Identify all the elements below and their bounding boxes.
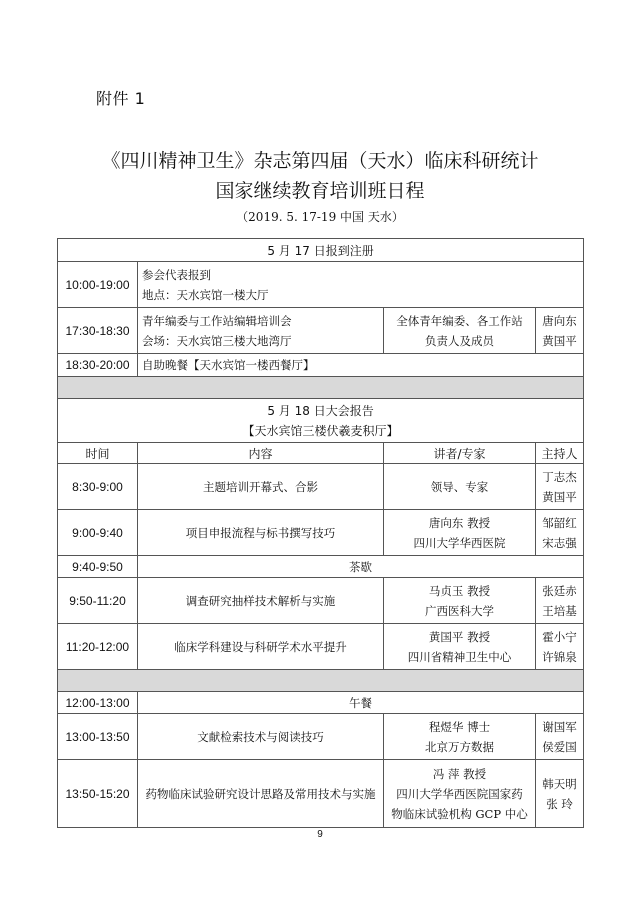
speaker-cell	[384, 510, 536, 556]
time-cell: 9:00-9:40	[58, 510, 138, 556]
page-number: 9	[317, 829, 323, 840]
time-cell: 18:30-20:00	[58, 354, 138, 377]
speaker-line: 黄国平 教授	[428, 629, 491, 644]
break-label: 茶歇	[138, 556, 584, 578]
content-cell: 文献检索技术与阅读技巧	[138, 714, 384, 760]
day2-header-row	[58, 399, 584, 443]
content-line: 青年编委与工作站编辑培训会	[142, 313, 292, 328]
speaker-cell	[384, 760, 536, 828]
host-line: 黄国平	[542, 333, 577, 348]
schedule-table	[57, 238, 584, 828]
content-line: 会场：天水宾馆三楼大地湾厅	[142, 333, 292, 348]
speaker-cell	[384, 464, 536, 510]
time-cell: 10:00-19:00	[58, 262, 138, 308]
host-line: 张廷赤	[542, 583, 577, 598]
table-row	[58, 624, 584, 670]
speaker-line: 四川大学华西医院国家药	[396, 786, 523, 801]
speaker-cell	[384, 714, 536, 760]
content-cell	[138, 308, 384, 354]
host-line: 唐向东	[542, 313, 577, 328]
col-header-speaker: 讲者/专家	[384, 443, 536, 464]
spacer-cell	[58, 670, 584, 692]
speaker-line: 唐向东 教授	[428, 515, 491, 530]
time-cell: 17:30-18:30	[58, 308, 138, 354]
table-row	[58, 760, 584, 828]
host-line: 邹韶红	[542, 515, 577, 530]
content-cell	[138, 262, 584, 308]
document-title-line1: 《四川精神卫生》杂志第四届（天水）临床科研统计	[101, 150, 539, 172]
speaker-cell	[384, 308, 536, 354]
host-line: 侯爱国	[542, 739, 577, 754]
document-subtitle: （2019. 5. 17-19 中国 天水）	[236, 210, 404, 224]
document-title-line2: 国家继续教育培训班日程	[215, 180, 425, 202]
column-header-row	[58, 443, 584, 464]
time-cell: 9:50-11:20	[58, 578, 138, 624]
time-cell: 12:00-13:00	[58, 692, 138, 714]
host-line: 丁志杰	[542, 469, 577, 484]
lunch-label: 午餐	[138, 692, 584, 714]
host-line: 韩天明	[542, 776, 577, 791]
spacer-row	[58, 377, 584, 399]
day2-venue: 【天水宾馆三楼伏羲麦积厅】	[242, 423, 399, 438]
col-header-host: 主持人	[536, 443, 584, 464]
host-cell	[536, 308, 584, 354]
time-cell: 13:50-15:20	[58, 760, 138, 828]
host-line: 霍小宁	[542, 629, 577, 644]
lunch-row	[58, 692, 584, 714]
content-cell: 临床学科建设与科研学术水平提升	[138, 624, 384, 670]
host-line: 黄国平	[542, 489, 577, 504]
spacer-row	[58, 670, 584, 692]
table-row	[58, 464, 584, 510]
content-cell: 药物临床试验研究设计思路及常用技术与实施	[138, 760, 384, 828]
content-cell: 自助晚餐【天水宾馆一楼西餐厅】	[138, 354, 584, 377]
host-cell	[536, 624, 584, 670]
content-line: 地点：天水宾馆一楼大厅	[142, 287, 269, 302]
day2-header-cell	[58, 399, 584, 443]
speaker-line: 四川大学华西医院	[413, 535, 506, 550]
host-cell	[536, 464, 584, 510]
time-cell: 9:40-9:50	[58, 556, 138, 578]
speaker-line: 四川省精神卫生中心	[407, 649, 512, 664]
speaker-line: 负责人及成员	[425, 333, 494, 348]
spacer-cell	[58, 377, 584, 399]
host-line: 宋志强	[542, 535, 577, 550]
speaker-line: 广西医科大学	[425, 603, 494, 618]
time-cell: 13:00-13:50	[58, 714, 138, 760]
content-line: 参会代表报到	[142, 267, 211, 282]
day1-header-row	[58, 239, 584, 262]
speaker-cell	[384, 624, 536, 670]
break-row	[58, 556, 584, 578]
time-cell: 11:20-12:00	[58, 624, 138, 670]
speaker-line: 领导、专家	[430, 479, 489, 494]
content-cell: 主题培训开幕式、合影	[138, 464, 384, 510]
day1-header: 5 月 17 日报到注册	[58, 239, 584, 262]
table-row	[58, 262, 584, 308]
content-cell: 项目申报流程与标书撰写技巧	[138, 510, 384, 556]
speaker-cell	[384, 578, 536, 624]
host-cell	[536, 510, 584, 556]
col-header-content: 内容	[138, 443, 384, 464]
speaker-line: 冯 萍 教授	[432, 766, 487, 781]
speaker-line: 程煜华 博士	[428, 719, 491, 734]
time-cell: 8:30-9:00	[58, 464, 138, 510]
host-cell	[536, 578, 584, 624]
host-cell	[536, 760, 584, 828]
host-line: 张 玲	[546, 796, 573, 811]
host-line: 许锦泉	[542, 649, 577, 664]
col-header-time: 时间	[58, 443, 138, 464]
speaker-line: 马贞玉 教授	[428, 583, 491, 598]
host-line: 王培基	[542, 603, 577, 618]
content-cell: 调查研究抽样技术解析与实施	[138, 578, 384, 624]
host-cell	[536, 714, 584, 760]
day2-header: 5 月 18 日大会报告	[267, 403, 374, 418]
table-row	[58, 714, 584, 760]
table-row	[58, 354, 584, 377]
table-row	[58, 510, 584, 556]
host-line: 谢国军	[542, 719, 577, 734]
table-row	[58, 578, 584, 624]
table-row	[58, 308, 584, 354]
attachment-label: 附件 1	[96, 89, 146, 108]
speaker-line: 北京万方数据	[425, 739, 494, 754]
speaker-line: 全体青年编委、各工作站	[396, 313, 523, 328]
speaker-line: 物临床试验机构 GCP 中心	[391, 806, 528, 821]
